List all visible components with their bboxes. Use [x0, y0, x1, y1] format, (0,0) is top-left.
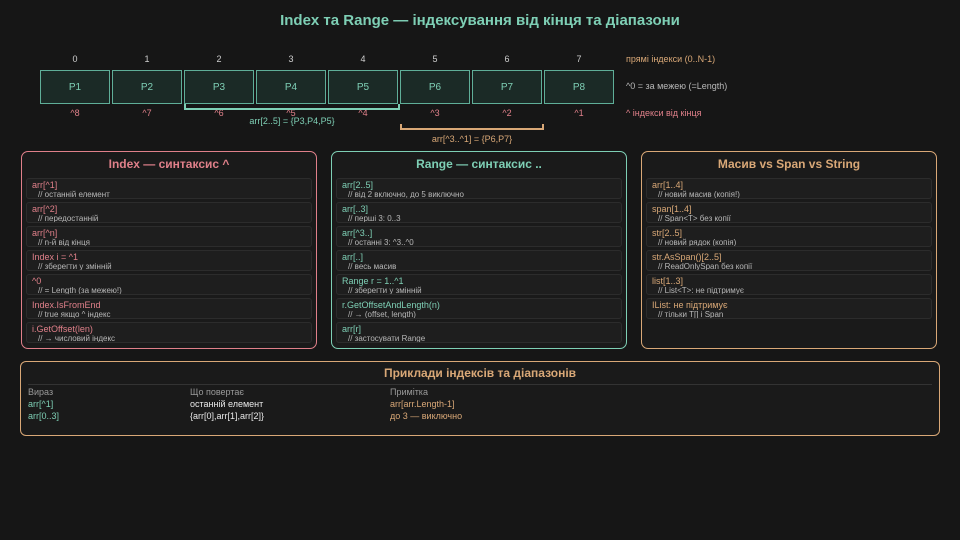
hat-index: ^7 [142, 108, 152, 118]
syntax-comment: // зберегти у змінній [348, 286, 422, 295]
syntax-item [336, 250, 622, 271]
array-cell: P6 [400, 70, 470, 104]
range-bracket-end [400, 124, 544, 130]
syntax-comment: // останні 3: ^3..^0 [348, 238, 414, 247]
range-label-2-5: arr[2..5] = {P3,P4,P5} [249, 116, 335, 126]
syntax-comment: // n-й від кінця [38, 238, 90, 247]
syntax-code: ^0 [32, 276, 42, 286]
hat-index: ^1 [574, 108, 584, 118]
syntax-code: arr[r] [342, 324, 361, 334]
syntax-code: arr[1..4] [652, 180, 684, 190]
syntax-code: arr[..] [342, 252, 364, 262]
array-cell: P7 [472, 70, 542, 104]
syntax-code: Range r = 1..^1 [342, 276, 404, 286]
syntax-comment: // застосувати Range [348, 334, 426, 343]
array-cell: P5 [328, 70, 398, 104]
syntax-item [646, 226, 932, 247]
syntax-comment: // передостанній [38, 214, 99, 223]
examples-title: Приклади індексів та діапазонів [383, 366, 577, 380]
syntax-comment: // ReadOnlySpan без копії [658, 262, 753, 271]
forward-index: 7 [576, 54, 582, 64]
panel-title: Range — синтаксис .. [416, 157, 542, 171]
array-cell: P1 [40, 70, 110, 104]
syntax-comment: // перші 3: 0..3 [348, 214, 401, 223]
syntax-code: list[1..3] [652, 276, 684, 286]
table-header-cell: Вираз [28, 387, 54, 397]
syntax-comment: // = Length (за межею!) [38, 286, 122, 295]
examples-divider [28, 384, 932, 385]
syntax-code: Index i = ^1 [32, 252, 79, 262]
forward-index: 2 [216, 54, 222, 64]
syntax-code: arr[^n] [32, 228, 58, 238]
examples-table [20, 361, 940, 436]
syntax-code: IList: не підтримує [652, 300, 728, 310]
syntax-item [336, 178, 622, 199]
syntax-item [646, 250, 932, 271]
syntax-item [336, 298, 622, 319]
forward-index: 0 [72, 54, 78, 64]
syntax-item [336, 274, 622, 295]
array-cell: P4 [256, 70, 326, 104]
table-header-cell: Що повертає [190, 387, 244, 397]
hat-index: ^3 [430, 108, 440, 118]
syntax-panel [331, 151, 627, 349]
table-cell: arr[arr.Length-1] [390, 399, 455, 409]
hat-index: ^2 [502, 108, 512, 118]
syntax-code: arr[^1] [32, 180, 58, 190]
forward-index: 1 [144, 54, 150, 64]
syntax-code: str[2..5] [652, 228, 683, 238]
forward-index: 3 [288, 54, 294, 64]
table-cell: arr[0..3] [28, 411, 60, 421]
forward-index: 6 [504, 54, 510, 64]
syntax-comment: // → (offset, length) [348, 310, 416, 319]
forward-index: 4 [360, 54, 366, 64]
syntax-panel [21, 151, 317, 349]
range-label-end: arr[^3..^1] = {P6,P7} [431, 134, 513, 144]
panel-title: Масив vs Span vs String [717, 157, 861, 171]
table-cell: до 3 — виключно [390, 411, 463, 421]
syntax-comment: // весь масив [348, 262, 397, 271]
table-cell: {arr[0],arr[1],arr[2]} [190, 411, 265, 421]
syntax-comment: // від 2 включно, до 5 виключно [348, 190, 464, 199]
table-header-cell: Примітка [390, 387, 428, 397]
syntax-item [336, 202, 622, 223]
syntax-comment: // тільки T[] і Span [658, 310, 724, 319]
hat-index: ^5 [286, 108, 296, 118]
syntax-item [26, 298, 312, 319]
hat-index: ^6 [214, 108, 224, 118]
syntax-code: str.AsSpan()[2..5] [652, 252, 722, 262]
syntax-comment: // true якщо ^ індекс [38, 310, 111, 319]
syntax-code: span[1..4] [652, 204, 692, 214]
panel-title: Index — синтаксис ^ [108, 157, 230, 171]
syntax-code: arr[2..5] [342, 180, 374, 190]
syntax-comment: // зберегти у змінній [38, 262, 112, 271]
syntax-code: Index.IsFromEnd [32, 300, 101, 310]
forward-indices-note: прямі індекси (0..N-1) [626, 54, 716, 64]
hat-indices-note: ^ індекси від кінця [626, 108, 702, 118]
syntax-item [646, 274, 932, 295]
syntax-comment: // новий рядок (копія) [658, 238, 737, 247]
syntax-item [26, 202, 312, 223]
syntax-item [26, 322, 312, 343]
range-bracket-2-5 [184, 104, 400, 110]
syntax-code: i.GetOffset(len) [32, 324, 93, 334]
syntax-item [336, 322, 622, 343]
forward-index: 5 [432, 54, 438, 64]
syntax-comment: // новий масив (копія!) [658, 190, 740, 199]
hat-index: ^4 [358, 108, 368, 118]
syntax-item [646, 298, 932, 319]
syntax-code: arr[..3] [342, 204, 369, 214]
array-cell: P8 [544, 70, 614, 104]
syntax-comment: // Span<T> без копії [658, 214, 731, 223]
syntax-comment: // останній елемент [38, 190, 110, 199]
syntax-code: arr[^3..] [342, 228, 373, 238]
syntax-item [336, 226, 622, 247]
syntax-comment: // → числовий індекс [38, 334, 116, 343]
syntax-item [26, 178, 312, 199]
table-cell: arr[^1] [28, 399, 54, 409]
page-title: Index та Range — індексування від кінця та діапазони [280, 12, 680, 29]
syntax-item [26, 274, 312, 295]
syntax-item [646, 178, 932, 199]
hat-index: ^8 [70, 108, 80, 118]
syntax-panel [641, 151, 937, 349]
syntax-item [26, 250, 312, 271]
table-cell: останній елемент [190, 399, 264, 409]
array-cell: P3 [184, 70, 254, 104]
array-cell: P2 [112, 70, 182, 104]
syntax-comment: // List<T>: не підтримує [658, 286, 744, 295]
syntax-item [26, 226, 312, 247]
syntax-code: r.GetOffsetAndLength(n) [342, 300, 440, 310]
syntax-item [646, 202, 932, 223]
syntax-code: arr[^2] [32, 204, 58, 214]
end-index-note: ^0 = за межею (=Length) [626, 81, 728, 91]
